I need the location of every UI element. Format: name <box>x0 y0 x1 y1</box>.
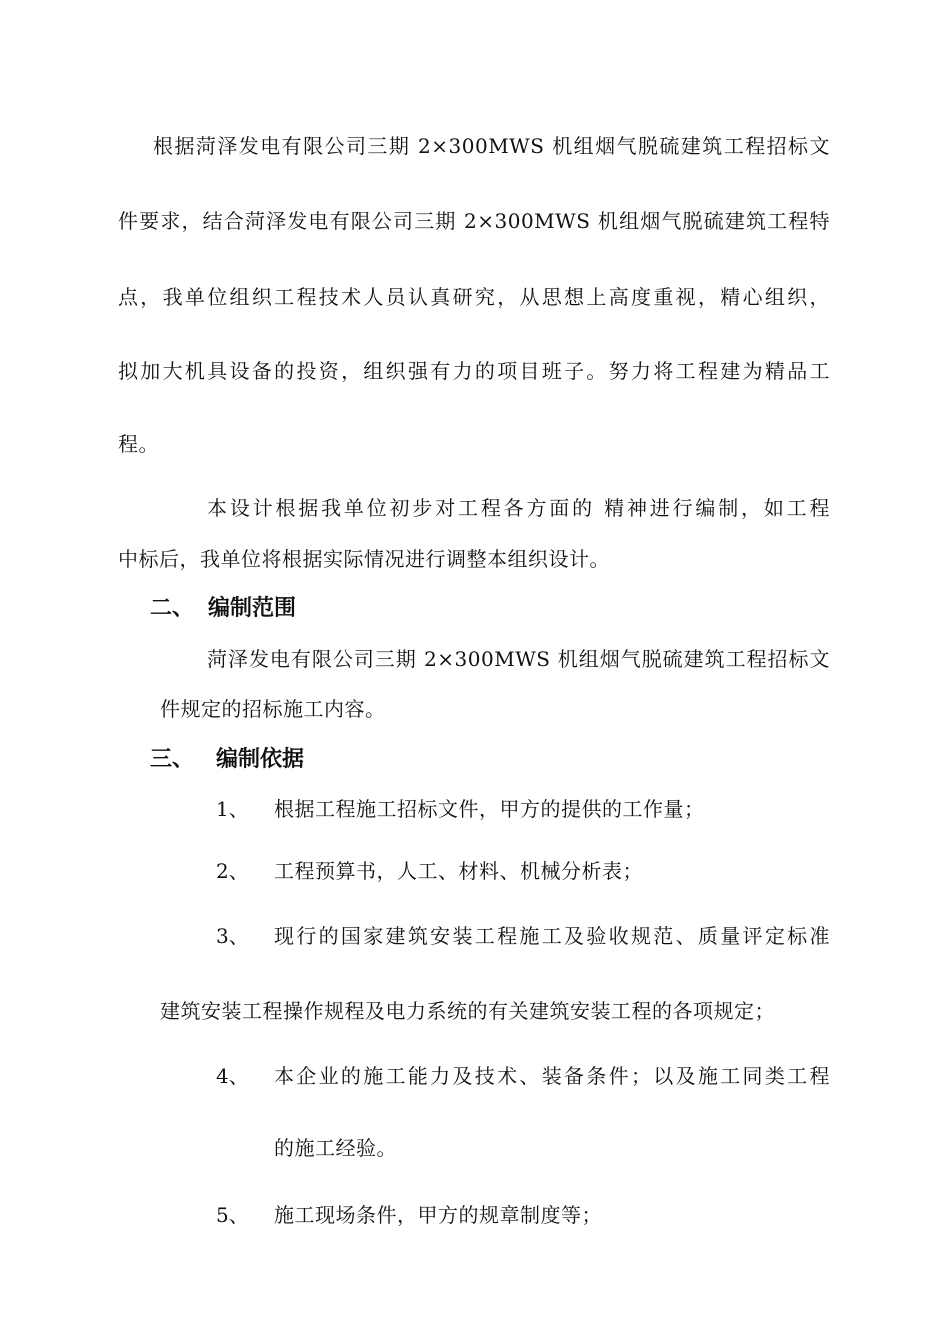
item-5-number: 5、 <box>216 1203 249 1227</box>
item-2-number: 2、 <box>216 859 249 883</box>
item-5-text: 施工现场条件，甲方的规章制度等； <box>274 1203 602 1227</box>
section-3-title: 编制依据 <box>216 747 305 772</box>
item-4-text: 本企业的施工能力及技术、装备条件；以及施工同类工程 <box>274 1064 830 1088</box>
item-3-continuation: 建筑安装工程操作规程及电力系统的有关建筑安装工程的各项规定； <box>160 999 775 1023</box>
item-3-number: 3、 <box>216 924 249 948</box>
item-1-number: 1、 <box>216 797 249 821</box>
intro-line-5: 程。 <box>118 432 159 456</box>
intro-line-1: 根据菏泽发电有限公司三期 2×300MWS 机组烟气脱硫建筑工程招标文 <box>153 134 830 158</box>
section-2-title: 编制范围 <box>208 596 297 621</box>
intro-line-6: 本设计根据我单位初步对工程各方面的 精神进行编制，如工程 <box>207 496 830 520</box>
section-2-number: 二、 <box>150 596 195 621</box>
item-2-text: 工程预算书，人工、材料、机械分析表； <box>274 859 643 883</box>
intro-line-4: 拟加大机具设备的投资，组织强有力的项目班子。努力将工程建为精品工 <box>118 359 830 383</box>
intro-line-7: 中标后，我单位将根据实际情况进行调整本组织设计。 <box>118 547 610 571</box>
intro-line-3: 点，我单位组织工程技术人员认真研究，从思想上高度重视，精心组织， <box>118 285 830 309</box>
intro-line-2: 件要求，结合菏泽发电有限公司三期 2×300MWS 机组烟气脱硫建筑工程特 <box>118 209 830 233</box>
item-4-number: 4、 <box>216 1064 249 1088</box>
item-4-continuation: 的施工经验。 <box>274 1136 397 1160</box>
item-1-text: 根据工程施工招标文件，甲方的提供的工作量； <box>274 797 705 821</box>
section-2-line-2: 件规定的招标施工内容。 <box>160 697 386 721</box>
item-3-text: 现行的国家建筑安装工程施工及验收规范、质量评定标准 <box>274 924 830 948</box>
section-3-number: 三、 <box>150 747 195 772</box>
section-2-line-1: 菏泽发电有限公司三期 2×300MWS 机组烟气脱硫建筑工程招标文 <box>207 647 830 671</box>
